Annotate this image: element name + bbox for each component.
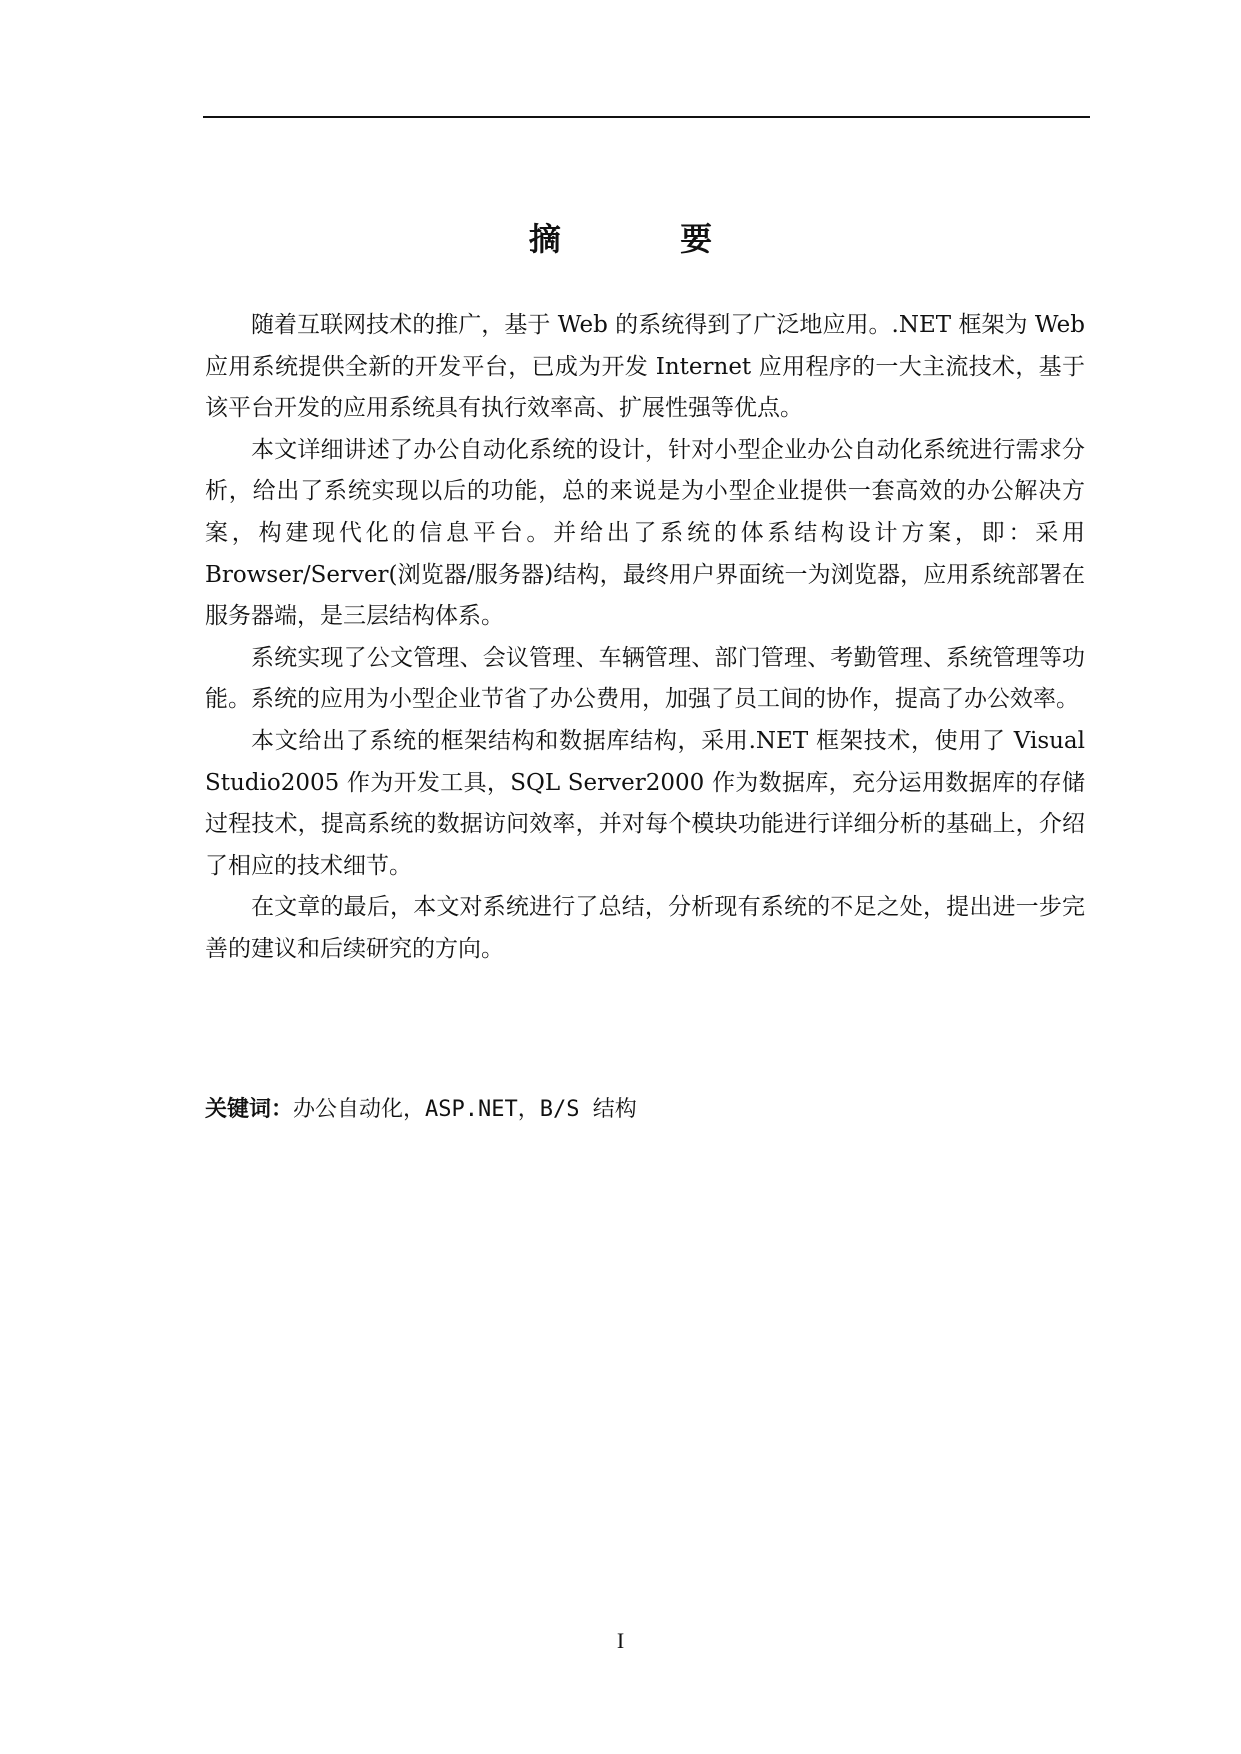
keywords-line: [205, 1092, 637, 1128]
keywords-label: 关键词：: [205, 1097, 294, 1122]
abstract-body: [205, 305, 1085, 971]
abstract-paragraph-3: 系统实现了公文管理、会议管理、车辆管理、部门管理、考勤管理、系统管理等功能。系统的应用为小型企业节省了办公费用，加强了员工间的协作，提高了办公效率。: [205, 644, 1085, 713]
keywords-values: 办公自动化，ASP.NET，B/S 结构: [293, 1097, 637, 1122]
abstract-paragraph-1: 随着互联网技术的推广，基于 Web 的系统得到了广泛地应用。.NET 框架为 Web 应用系统提供全新的开发平台，已成为开发 Internet 应用程序的一大主流技术，基于该平台开发的应用系统具有执行效率高、扩展性强等优点。: [205, 312, 1085, 422]
abstract-paragraph-4: 本文给出了系统的框架结构和数据库结构，采用.NET 框架技术，使用了 Visual Studio2005 作为开发工具，SQL Server2000 作为数据库，充分运用数据库的存储过程技术，提高系统的数据访问效率，并对每个模块功能进行详细分析的基础上，介绍了相应的技术细节。: [205, 727, 1085, 879]
abstract-paragraph-5: 在文章的最后，本文对系统进行了总结，分析现有系统的不足之处，提出进一步完善的建议和后续研究的方向。: [205, 894, 1085, 962]
page-title: 摘 要: [528, 220, 767, 258]
page-number: I: [616, 1628, 625, 1653]
abstract-paragraph-2: 本文详细讲述了办公自动化系统的设计，针对小型企业办公自动化系统进行需求分析，给出了系统实现以后的功能，总的来说是为小型企业提供一套高效的办公解决方案，构建现代化的信息平台。并给出了系统的体系结构设计方案，即：采用 Browser/Server(浏览器/服务器)结构，最终用户界面统一为浏览器，应用系统部署在服务器端，是三层结构体系。: [205, 436, 1085, 630]
header-rule: [203, 116, 1090, 118]
